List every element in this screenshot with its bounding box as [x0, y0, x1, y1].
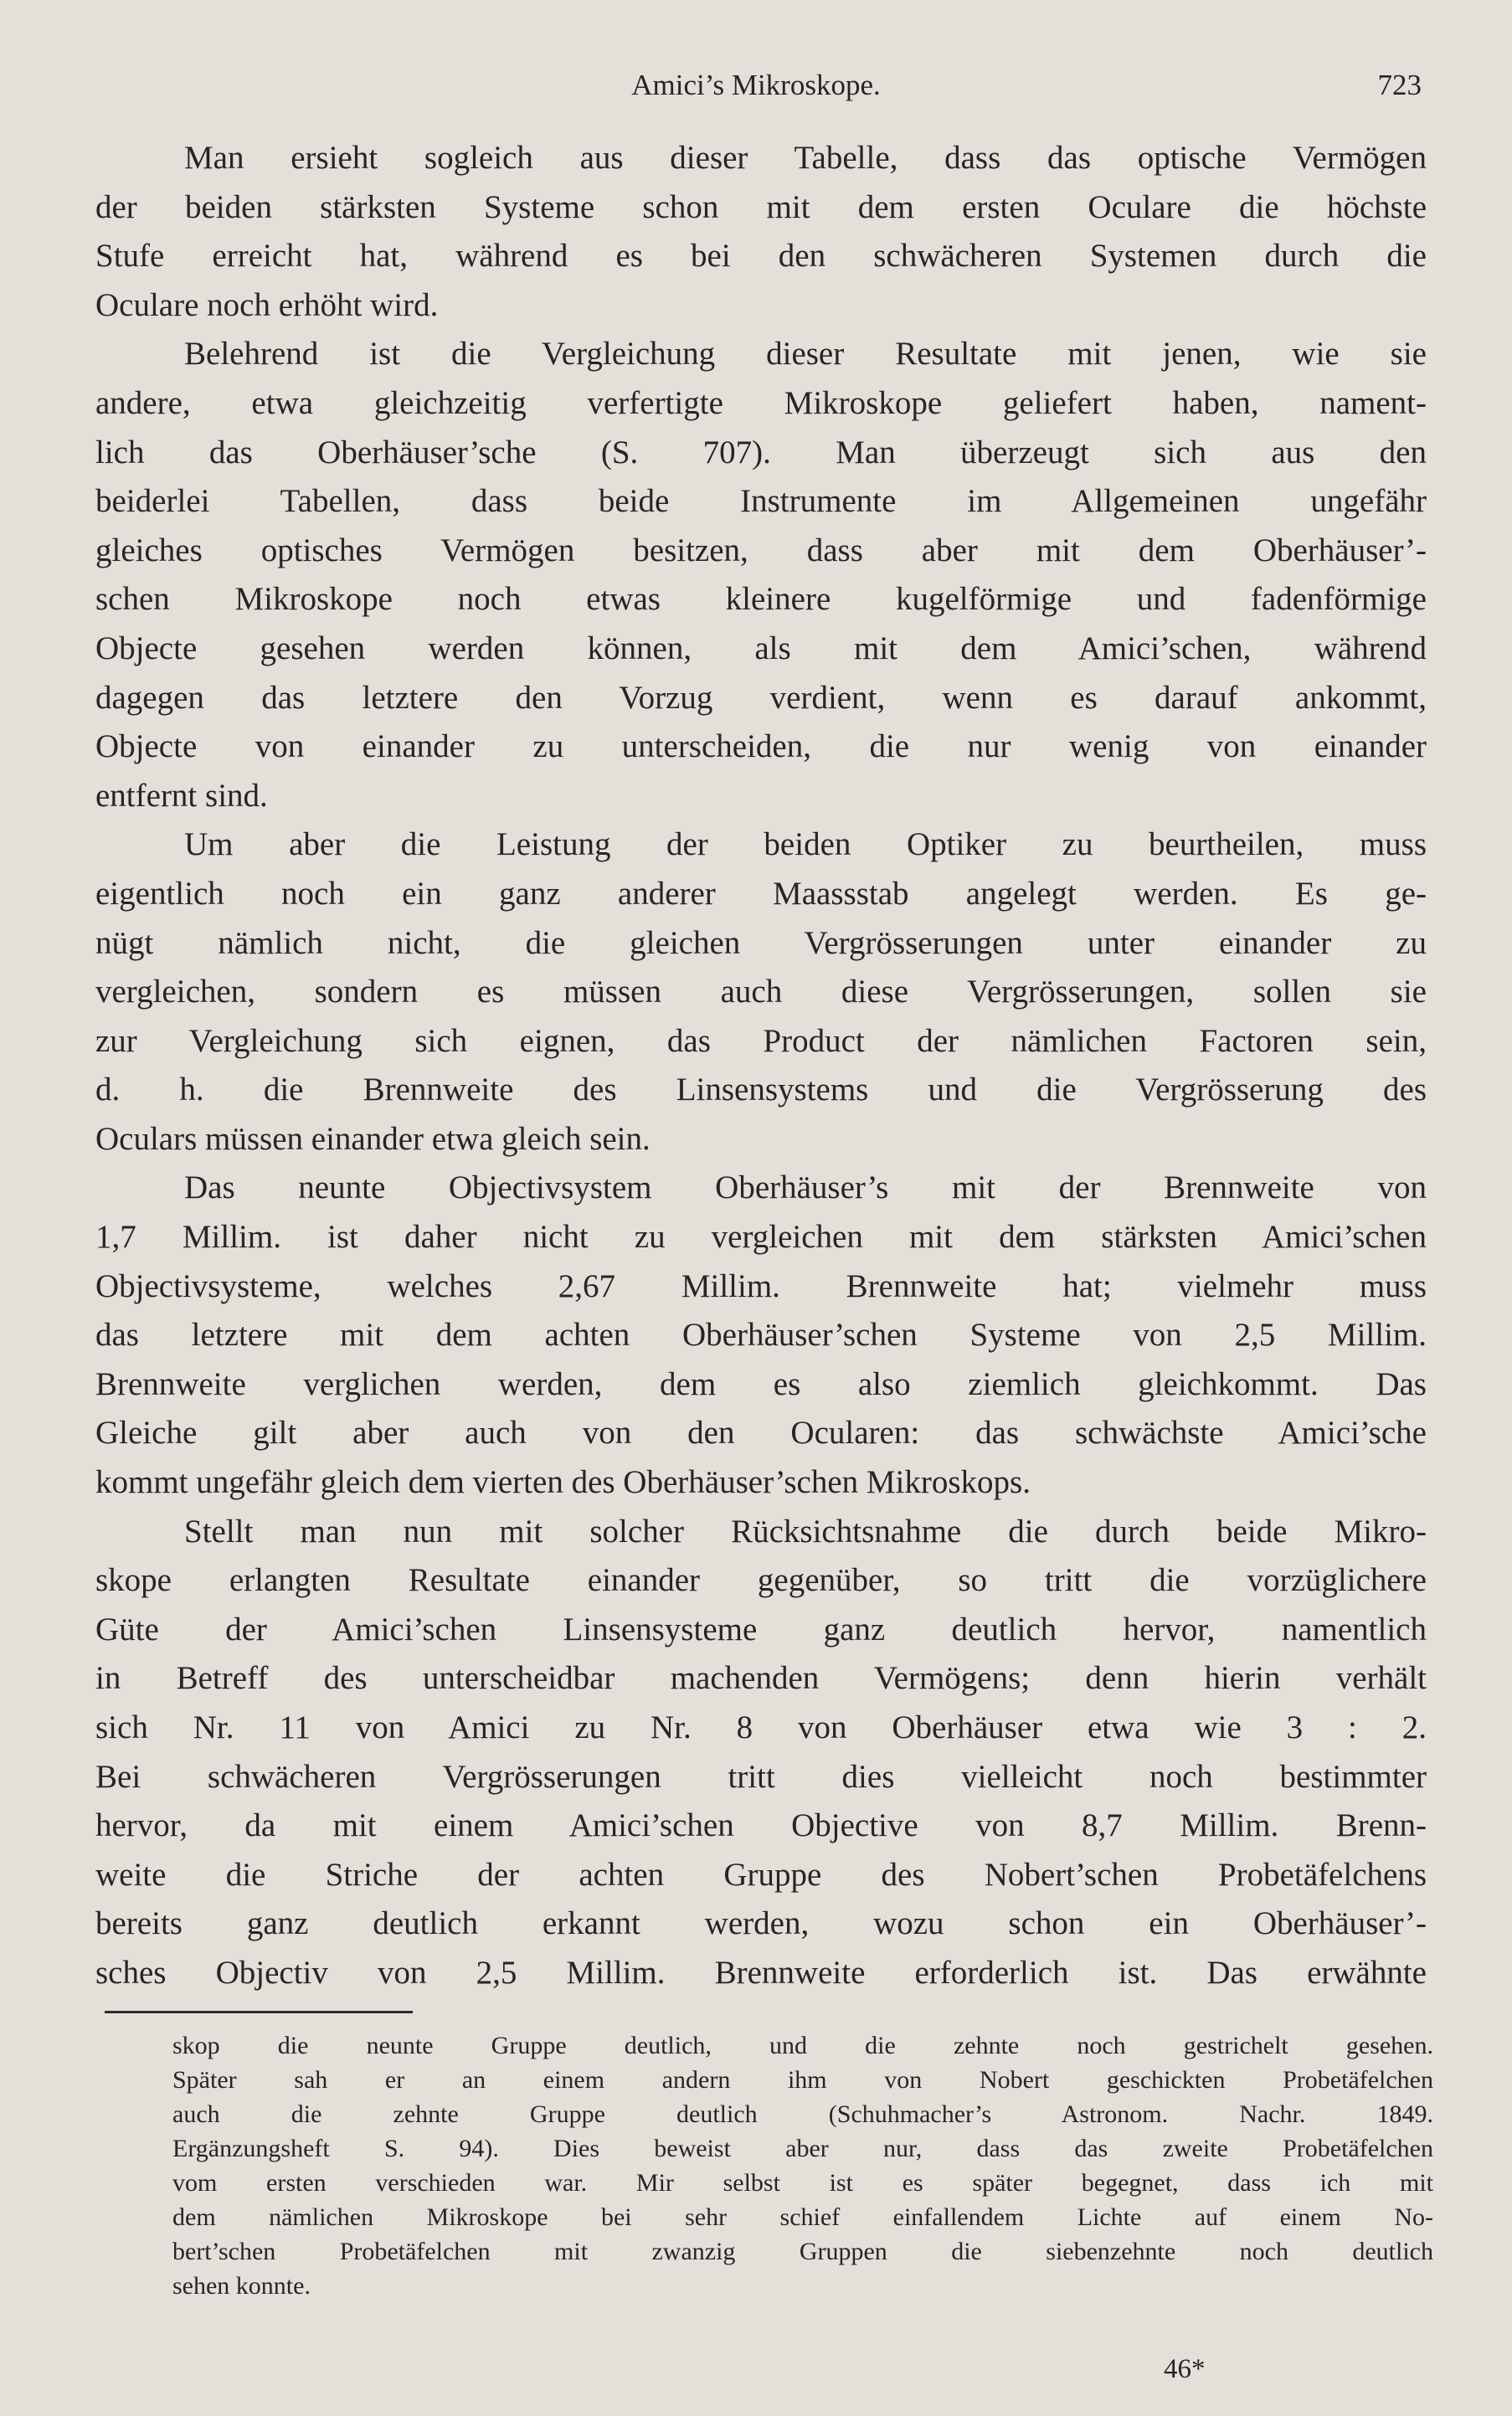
footnote-line: auch die zehnte Gruppe deutlich (Schuhmacher’s Astronom. Nachr. 1849.: [172, 2100, 1433, 2128]
text-line: Belehrend ist die Vergleichung dieser Resultate mit jenen, wie sie: [184, 336, 1427, 373]
text-line: Das neunte Objectivsystem Oberhäuser’s mit der Brennweite von: [184, 1169, 1427, 1206]
text-line: das letztere mit dem achten Oberhäuser’schen Systeme von 2,5 Millim.: [95, 1317, 1427, 1354]
text-line: vergleichen, sondern es müssen auch diese Vergrösserungen, sollen sie: [95, 974, 1427, 1010]
text-line: Brennweite verglichen werden, dem es also ziemlich gleichkommt. Das: [95, 1365, 1427, 1402]
text-line: Um aber die Leistung der beiden Optiker zu beurtheilen, muss: [184, 826, 1427, 863]
text-line: kommt ungefähr gleich dem vierten des Oberhäuser’schen Mikroskops.: [95, 1464, 1031, 1501]
footnote: [172, 2028, 1433, 2303]
signature-mark: 46*: [1164, 2354, 1206, 2384]
footnote-line: dem nämlichen Mikroskope bei sehr schief einfallendem Lichte auf einem No-: [172, 2203, 1433, 2231]
text-line: d. h. die Brennweite des Linsensystems und die Vergrösserung des: [95, 1072, 1427, 1108]
text-line: lich das Oberhäuser’sche (S. 707). Man überzeugt sich aus den: [95, 434, 1427, 470]
text-line: skope erlangten Resultate einander gegenüber, so tritt die vorzüglichere: [95, 1562, 1427, 1599]
footnote-line: vom ersten verschieden war. Mir selbst ist es später begegnet, dass ich mit: [172, 2169, 1433, 2197]
text-line: beiderlei Tabellen, dass beide Instrumente im Allgemeinen ungefähr: [95, 483, 1427, 520]
footnote-line: skop die neunte Gruppe deutlich, und die zehnte noch gestrichelt gesehen.: [172, 2032, 1433, 2059]
text-line: zur Vergleichung sich eignen, das Product der nämlichen Factoren sein,: [95, 1022, 1427, 1059]
text-line: Bei schwächeren Vergrösserungen tritt dies vielleicht noch bestimmter: [95, 1758, 1427, 1795]
text-line: Stufe erreicht hat, während es bei den schwächeren Systemen durch die: [95, 238, 1427, 275]
footnote-line: Ergänzungsheft S. 94). Dies beweist aber nur, dass das zweite Probetäfelchen: [172, 2135, 1433, 2162]
text-line: Man ersieht sogleich aus dieser Tabelle, dass das optische Vermögen: [184, 140, 1427, 176]
body-text: [95, 134, 1427, 1998]
text-line: dagegen das letztere den Vorzug verdient, wenn es darauf ankommt,: [95, 679, 1427, 716]
footnote-rule: [105, 2011, 413, 2013]
page-number: 723: [1377, 69, 1422, 101]
footnote-line: bert’schen Probetäfelchen mit zwanzig Gruppen die siebenzehnte noch deutlich: [172, 2238, 1433, 2265]
text-line: sich Nr. 11 von Amici zu Nr. 8 von Oberhäuser etwa wie 3 : 2.: [95, 1709, 1427, 1745]
running-title: Amici’s Mikroskope.: [631, 69, 881, 101]
text-line: der beiden stärksten Systeme schon mit dem ersten Oculare die höchste: [95, 188, 1427, 225]
text-line: eigentlich noch ein ganz anderer Maassstab angelegt werden. Es ge-: [95, 875, 1427, 912]
text-line: Objectivsysteme, welches 2,67 Millim. Brennweite hat; vielmehr muss: [95, 1267, 1427, 1304]
text-line: Objecte von einander zu unterscheiden, die nur wenig von einander: [95, 728, 1427, 765]
text-line: andere, etwa gleichzeitig verfertigte Mikroskope geliefert haben, nament-: [95, 384, 1427, 421]
text-line: nügt nämlich nicht, die gleichen Vergrösserungen unter einander zu: [95, 924, 1427, 961]
text-line: Güte der Amici’schen Linsensysteme ganz deutlich hervor, namentlich: [95, 1611, 1427, 1648]
footnote-line: Später sah er an einem andern ihm von Nobert geschickten Probetäfelchen: [172, 2066, 1433, 2094]
text-line: bereits ganz deutlich erkannt werden, wozu schon ein Oberhäuser’-: [95, 1905, 1427, 1942]
text-line: hervor, da mit einem Amici’schen Objective von 8,7 Millim. Brenn-: [95, 1807, 1427, 1844]
text-line: schen Mikroskope noch etwas kleinere kugelförmige und fadenförmige: [95, 581, 1427, 618]
text-line: entfernt sind.: [95, 777, 268, 814]
text-line: Gleiche gilt aber auch von den Ocularen: das schwächste Amici’sche: [95, 1415, 1427, 1452]
text-line: sches Objectiv von 2,5 Millim. Brennweite erforderlich ist. Das erwähnte: [95, 1954, 1427, 1991]
text-line: 1,7 Millim. ist daher nicht zu vergleichen mit dem stärksten Amici’schen: [95, 1219, 1427, 1256]
text-line: in Betreff des unterscheidbar machenden Vermögens; denn hierin verhält: [95, 1660, 1427, 1697]
text-line: gleiches optisches Vermögen besitzen, dass aber mit dem Oberhäuser’-: [95, 532, 1427, 568]
text-line: Oculare noch erhöht wird.: [95, 286, 439, 323]
footnote-line: sehen konnte.: [172, 2272, 311, 2300]
text-line: Objecte gesehen werden können, als mit dem Amici’schen, während: [95, 630, 1427, 666]
text-line: weite die Striche der achten Gruppe des Nobert’schen Probetäfelchens: [95, 1856, 1427, 1893]
text-line: Stellt man nun mit solcher Rücksichtsnahme die durch beide Mikro-: [184, 1513, 1427, 1550]
text-line: Oculars müssen einander etwa gleich sein.: [95, 1120, 651, 1157]
